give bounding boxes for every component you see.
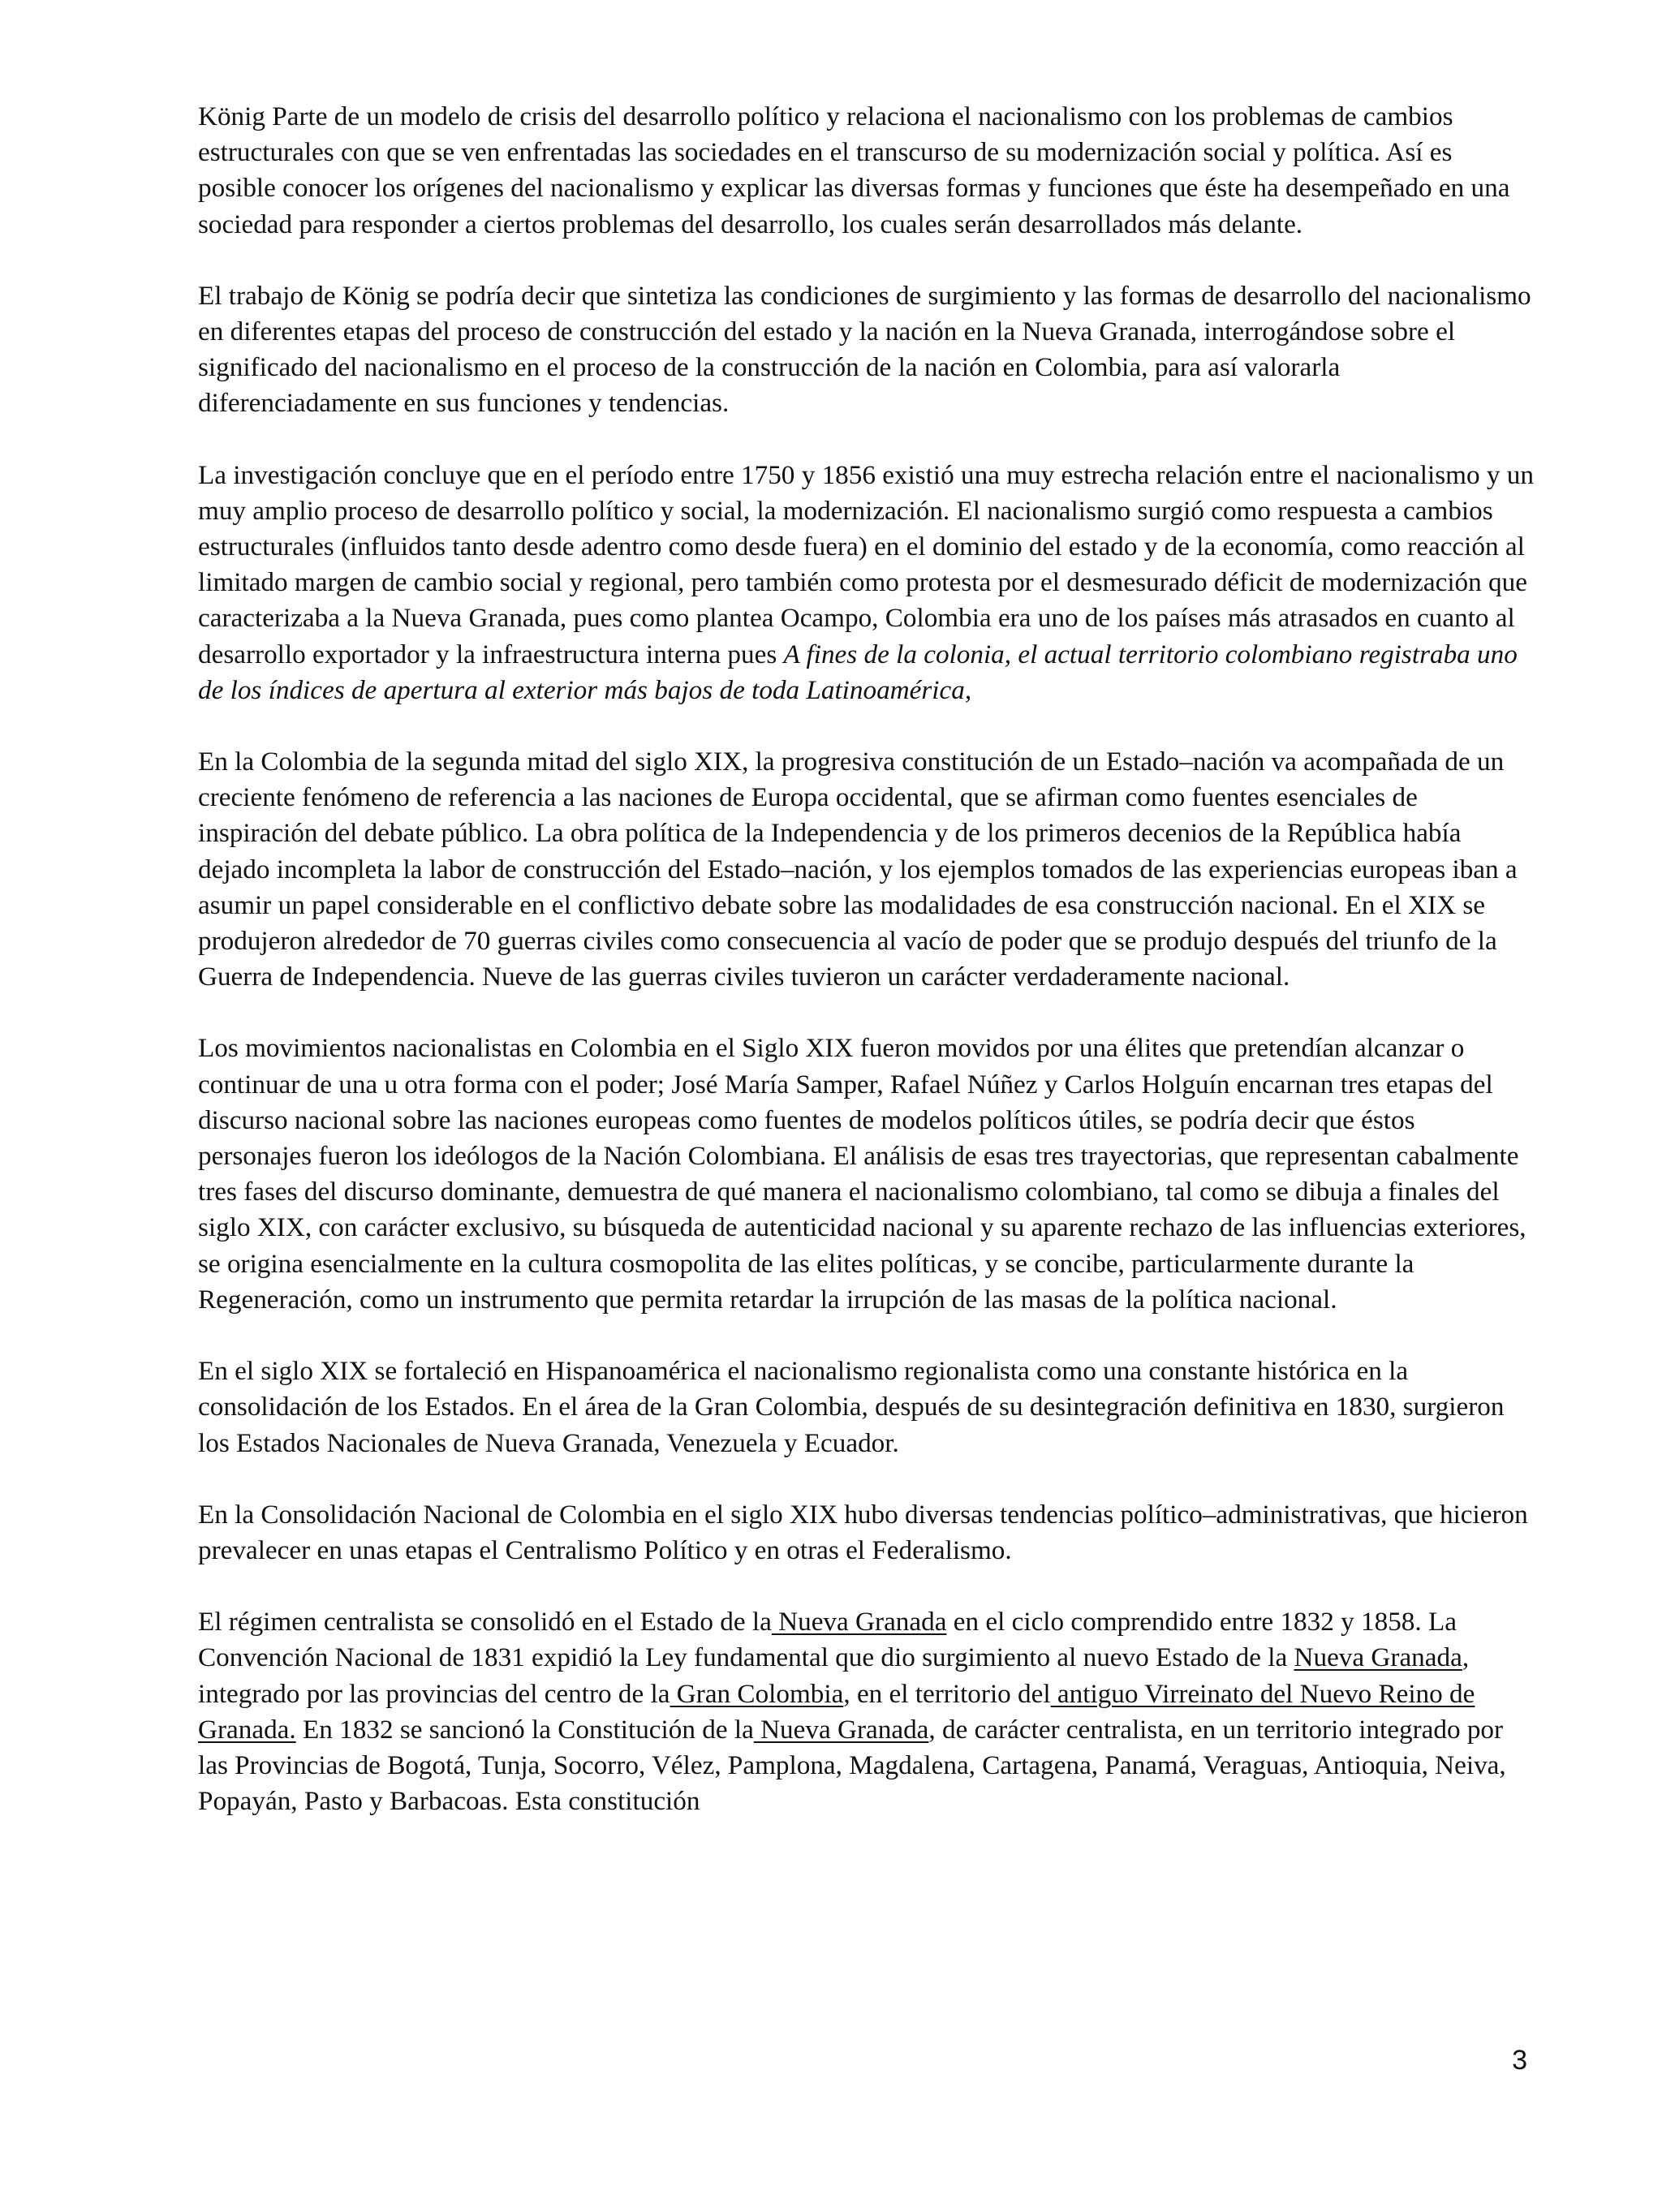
centralist-text-5: En 1832 se sancionó la Constitución de la (295, 1714, 754, 1745)
paragraph-regional-nationalism: En el siglo XIX se fortaleció en Hispanoamérica el nacionalismo regionalista como una constante histórica en la consolidación de los Estados. En el área de la Gran Colombia, después de su desintegración definitiva en 1830, surgieron los Estados Nacionales de Nueva Granada, Venezuela y Ecuador. (198, 1356, 1505, 1458)
document-page (198, 99, 1534, 1819)
paragraph-konig-synthesis: El trabajo de König se podría decir que sintetiza las condiciones de surgimiento y las formas de desarrollo del nacionalismo en diferentes etapas del proceso de construcción del estado y la nación en la Nueva Granada, interrogándose sobre el significado del nacionalismo en el proceso de la construcción de la nación en Colombia, para así valorarla diferenciadamente en sus funciones y tendencias. (198, 280, 1531, 419)
link-gran-colombia[interactable]: Gran Colombia (670, 1678, 844, 1709)
link-virreinato[interactable]: antiguo Virreinato del Nuevo Reino de Granada. (198, 1678, 1475, 1745)
paragraph-centralist-regime (198, 1604, 1534, 1819)
research-conclusion-text: La investigación concluye que en el período entre 1750 y 1856 existió una muy estrecha relación entre el nacionalismo y un muy amplio proceso de desarrollo político y social, la modernización. El nacionalismo surgió como respuesta a cambios estructurales (influidos tanto desde adentro como desde fuera) en el dominio del estado y de la economía, como reacción al limitado margen de cambio social y regional, pero también como protesta por el desmesurado déficit de modernización que caracterizaba a la Nueva Granada, pues como plantea Ocampo, Colombia era uno de los países más atrasados en cuanto al desarrollo exportador y la infraestructura interna pues (198, 459, 1534, 669)
paragraph-state-nation: En la Colombia de la segunda mitad del siglo XIX, la progresiva constitución de un Estado–nación va acompañada de un creciente fenómeno de referencia a las naciones de Europa occidental, que se afirman como fuentes esenciales de inspiración del debate público. La obra política de la Independencia y de los primeros decenios de la República había dejado incompleta la labor de construcción del Estado–nación, y los ejemplos tomados de las experiencias europeas iban a asumir un papel considerable en el conflictivo debate sobre las modalidades de esa construcción nacional. En el XIX se produjeron alrededor de 70 guerras civiles como consecuencia al vacío de poder que se produjo después del triunfo de la Guerra de Independencia. Nueve de las guerras civiles tuvieron un carácter verdaderamente nacional. (198, 747, 1518, 992)
centralist-text-4: , en el territorio del (843, 1678, 1051, 1709)
link-nueva-granada-2[interactable]: Nueva Granada (1294, 1642, 1462, 1673)
ocampo-quote: A fines de la colonia, el actual territorio colombiano registraba uno de los índices de apertura al exterior más bajos de toda Latinoamérica, (198, 639, 1518, 705)
paragraph-nationalist-movements: Los movimientos nacionalistas en Colombia en el Siglo XIX fueron movidos por una élites que pretendían alcanzar o continuar de una u otra forma con el poder; José María Samper, Rafael Núñez y Carlos Holguín encarnan tres etapas del discurso nacional sobre las naciones europeas como fuentes de modelos políticos útiles, se podría decir que éstos personajes fueron los ideólogos de la Nación Colombiana. El análisis de esas tres trayectorias, que representan cabalmente tres fases del discurso dominante, demuestra de qué manera el nacionalismo colombiano, tal como se dibuja a finales del siglo XIX, con carácter exclusivo, su búsqueda de autenticidad nacional y su aparente rechazo de las influencias exteriores, se origina esencialmente en la cultura cosmopolita de las elites políticas, y se concibe, particularmente durante la Regeneración, como un instrumento que permita retardar la irrupción de las masas de la política nacional. (198, 1033, 1526, 1315)
centralist-text-1: El régimen centralista se consolidó en el Estado de la (198, 1607, 772, 1637)
link-nueva-granada-1[interactable]: Nueva Granada (771, 1607, 947, 1637)
paragraph-political-tendencies: En la Consolidación Nacional de Colombia en el siglo XIX hubo diversas tendencias político–administrativas, que hicieron prevalecer en unas etapas el Centralismo Político y en otras el Federalismo. (198, 1499, 1528, 1565)
centralist-text-2: en el ciclo comprendido entre 1832 y 1858. La Convención Nacional de 1831 expidió la Ley fundamental que dio surgimiento al nuevo Estado de la (198, 1607, 1457, 1673)
paragraph-konig-model: König Parte de un modelo de crisis del desarrollo político y relaciona el nacionalismo con los problemas de cambios estructurales con que se ven enfrentadas las sociedades en el transcurso de su modernización social y política. Así es posible conocer los orígenes del nacionalismo y explicar las diversas formas y funciones que éste ha desempeñado en una sociedad para responder a ciertos problemas del desarrollo, los cuales serán desarrollados más delante. (198, 101, 1510, 239)
link-nueva-granada-3[interactable]: Nueva Granada (753, 1714, 929, 1745)
page-number: 3 (1512, 2045, 1527, 2076)
paragraph-research-conclusion (198, 458, 1534, 708)
centralist-text-6: , de carácter centralista, en un territorio integrado por las Provincias de Bogotá, Tunja, Socorro, Vélez, Pamplona, Magdalena, Cartagena, Panamá, Veraguas, Antioquia, Neiva, Popayán, Pasto y Barbacoas. Esta constitución (198, 1714, 1506, 1817)
centralist-text-3: , integrado por las provincias del centro de la (198, 1642, 1470, 1709)
